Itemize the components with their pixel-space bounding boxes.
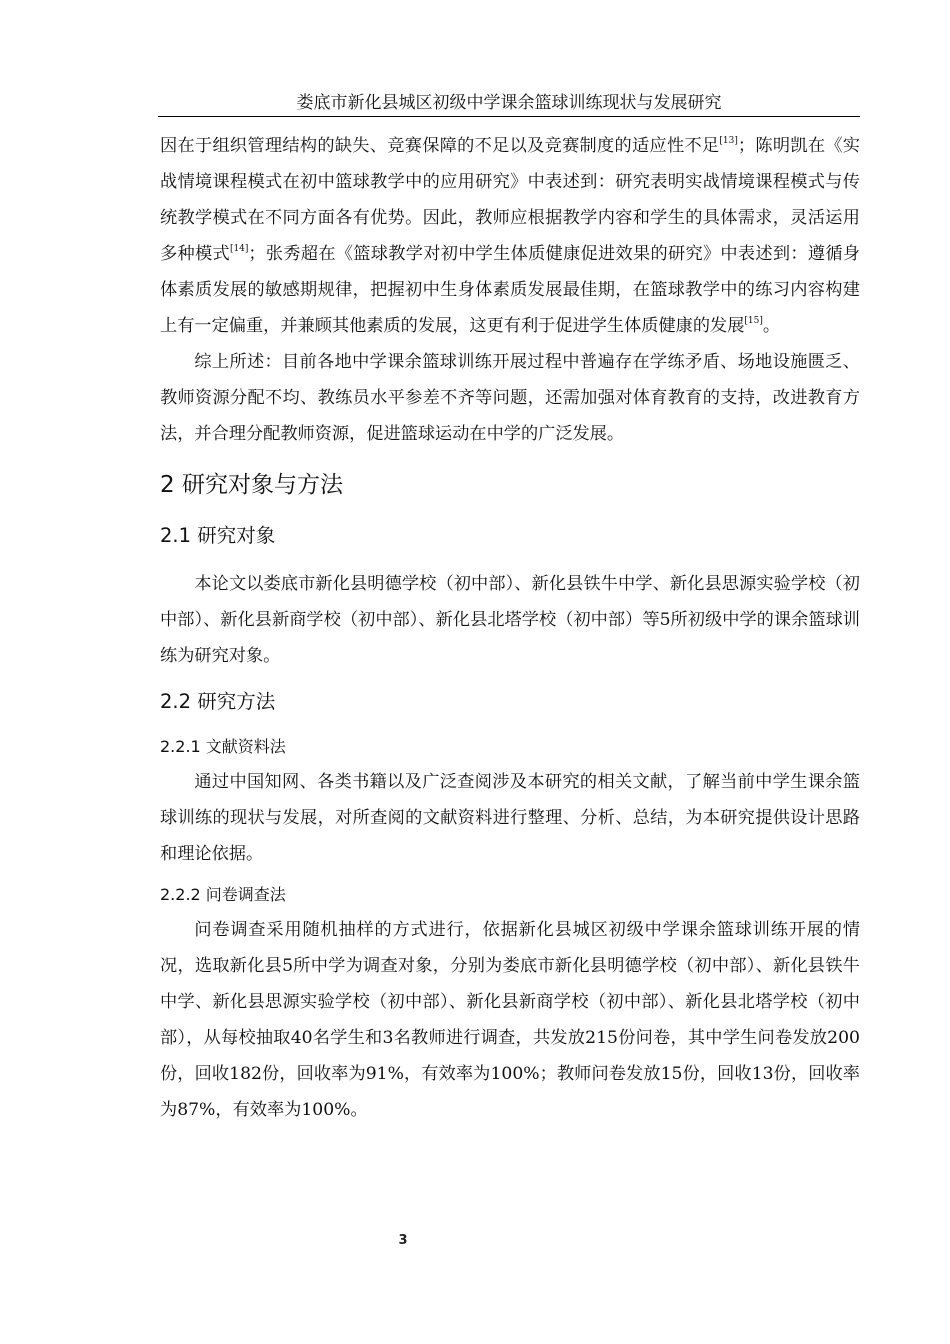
citation-15: [15] (744, 315, 763, 326)
paragraph-text: 。 (762, 316, 781, 336)
section-heading-2: 2 研究对象与方法 (160, 472, 343, 498)
paragraph-text: ；陈明凯在《实战情境课程模式在初中篮球教学中的应用研究》中表述到：研究表明实战情境课程模式与传统教学模式在不同方面各有优势。因此，教师应根据教学内容和学生的具体需求，灵活运用多种模式 (160, 136, 860, 264)
paragraph-text: ；张秀超在《篮球教学对初中学生体质健康促进效果的研究》中表述到：遵循身体素质发展的敏感期规律，把握初中生身体素质发展最佳期，在篮球教学中的练习内容构建上有一定偏重，并兼顾其他素质的发展，这更有利于促进学生体质健康的发展 (160, 244, 860, 336)
paragraph-research-object: 本论文以娄底市新化县明德学校（初中部）、新化县铁牛中学、新化县思源实验学校（初中部）、新化县新商学校（初中部）、新化县北塔学校（初中部）等5所初级中学的课余篮球训练为研究对象。 (160, 574, 860, 666)
section-heading-2-1: 2.1 研究对象 (160, 524, 276, 547)
citation-13: [13] (719, 135, 738, 146)
page-number: 3 (398, 1233, 408, 1248)
page-body (160, 128, 860, 1128)
paragraph-text: 因在于组织管理结构的缺失、竞赛保障的不足以及竞赛制度的适应性不足 (160, 136, 720, 156)
section-heading-2-2-2: 2.2.2 问卷调查法 (160, 885, 286, 904)
paragraph-literature-method: 通过中国知网、各类书籍以及广泛查阅涉及本研究的相关文献，了解当前中学生课余篮球训练的现状与发展，对所查阅的文献资料进行整理、分析、总结，为本研究提供设计思路和理论依据。 (160, 772, 860, 864)
paragraph-summary: 综上所述：目前各地中学课余篮球训练开展过程中普遍存在学练矛盾、场地设施匮乏、教师资源分配不均、教练员水平参差不齐等问题，还需加强对体育教育的支持，改进教育方法，并合理分配教师资源，促进篮球运动在中学的广泛发展。 (160, 352, 860, 444)
section-heading-2-2-1: 2.2.1 文献资料法 (160, 737, 286, 756)
section-heading-2-2: 2.2 研究方法 (160, 690, 276, 713)
paragraph-questionnaire-method: 问卷调查采用随机抽样的方式进行，依据新化县城区初级中学课余篮球训练开展的情况，选取新化县5所中学为调查对象，分别为娄底市新化县明德学校（初中部）、新化县铁牛中学、新化县思源实验学校（初中部）、新化县新商学校（初中部）、新化县北塔学校（初中部），从每校抽取40名学生和3名教师进行调查，共发放215份问卷，其中学生问卷发放200份，回收182份，回收率为91%，有效率为100%；教师问卷发放15份，回收13份，回收率为87%，有效率为100%。 (160, 920, 860, 1120)
paragraph-literature-continued (160, 128, 860, 344)
citation-14: [14] (229, 243, 249, 254)
running-header: 娄底市新化县城区初级中学课余篮球训练现状与发展研究 (158, 92, 860, 117)
